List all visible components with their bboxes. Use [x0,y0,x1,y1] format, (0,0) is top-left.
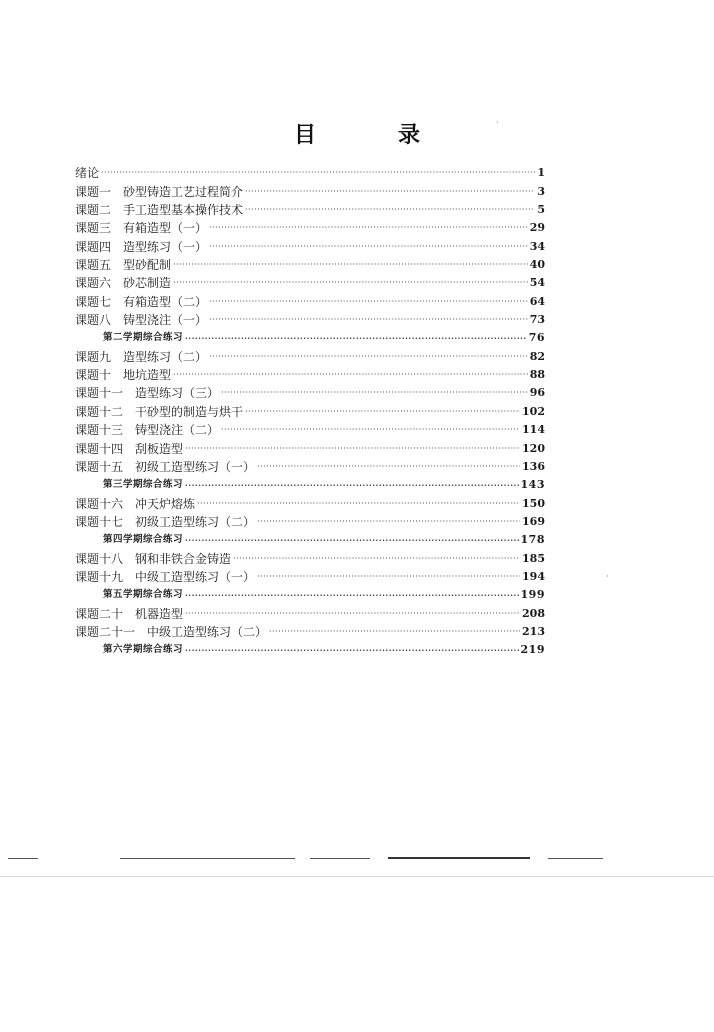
toc-leader-dots [209,313,528,327]
toc-leader-dots [269,625,520,639]
toc-entry [75,382,545,400]
toc-entry-label: 课题二 手工造型基本操作技术 [75,203,244,218]
toc-entry-page: 34 [529,239,545,253]
toc-entry-page: 208 [522,606,545,620]
toc-leader-dots [185,331,527,345]
toc-leader-dots [245,203,535,217]
scan-speck: · [496,118,499,127]
toc-entry-page: 114 [522,423,545,437]
toc-entry-page: 5 [537,203,545,217]
toc-entry-page: 150 [522,496,545,510]
toc-entry-label: 课题十六 冲天炉熔炼 [75,496,196,511]
toc-entry-page: 219 [520,643,545,657]
toc-entry-label: 课题十五 初级工造型练习（一） [75,459,256,474]
toc-entry-page: 178 [520,533,545,547]
toc-entry-page: 40 [529,258,545,272]
toc-entry-label: 课题一 砂型铸造工艺过程简介 [75,184,244,199]
toc-subentry [75,327,545,345]
page-title: 目 录 [293,123,450,148]
toc-entry [75,254,545,272]
toc-leader-dots [209,240,528,254]
toc-leader-dots [185,533,519,547]
toc-entry [75,400,545,418]
toc-entry-label: 课题十七 初级工造型练习（二） [75,514,256,529]
scan-line [310,858,370,859]
toc-entry-page: 1 [537,166,545,180]
toc-entry-label: 课题五 型砂配制 [75,258,172,273]
toc-entry-label: 课题十二 干砂型的制造与烘干 [75,404,244,419]
toc-entry-page: 136 [522,459,545,473]
toc-entry-label: 第六学期综合练习 [103,644,184,656]
toc-entry-page: 194 [522,569,545,583]
toc-entry-page: 54 [529,276,545,290]
toc-entry-label: 课题七 有箱造型（二） [75,294,208,309]
toc-subentry [75,584,545,602]
toc-entry-page: 169 [522,514,545,528]
toc-entry-page: 88 [529,368,545,382]
toc-entry [75,272,545,290]
toc-leader-dots [173,368,528,382]
toc-leader-dots [173,258,528,272]
toc-entry [75,602,545,620]
toc-entry-page: 82 [529,349,545,363]
toc-entry-page: 102 [522,404,545,418]
table-of-contents [75,162,545,657]
toc-entry-label: 课题二十 机器造型 [75,606,184,621]
toc-leader-dots [185,442,520,456]
toc-leader-dots [233,552,520,566]
toc-entry-label: 课题八 铸型浇注（一） [75,313,208,328]
toc-leader-dots [209,350,528,364]
toc-leader-dots [257,570,520,584]
toc-entry-page: 3 [537,184,545,198]
toc-leader-dots [245,185,535,199]
toc-subentry [75,474,545,492]
toc-entry-label: 课题十九 中级工造型练习（一） [75,569,256,584]
toc-entry [75,309,545,327]
scan-speck: · [606,572,609,581]
toc-entry-page: 185 [522,551,545,565]
toc-entry-page: 96 [529,386,545,400]
toc-entry [75,419,545,437]
toc-entry-label: 课题三 有箱造型（一） [75,221,208,236]
toc-leader-dots [185,643,519,657]
toc-entry [75,547,545,565]
toc-entry [75,217,545,235]
toc-entry [75,437,545,455]
toc-entry [75,566,545,584]
toc-entry-page: 29 [529,221,545,235]
toc-entry [75,290,545,308]
toc-entry-label: 第四学期综合练习 [103,534,184,546]
toc-leader-dots [209,221,528,235]
toc-leader-dots [221,386,528,400]
toc-entry-label: 课题六 砂芯制造 [75,276,172,291]
scan-line [8,858,38,859]
toc-entry [75,364,545,382]
toc-entry-label: 课题二十一 中级工造型练习（二） [75,624,268,639]
toc-entry-label: 第五学期综合练习 [103,589,184,601]
toc-entry-page: 73 [529,313,545,327]
scan-line [120,858,295,859]
toc-entry-page: 76 [528,331,545,345]
toc-leader-dots [101,166,535,180]
toc-entry [75,511,545,529]
toc-entry-label: 课题十三 铸型浇注（二） [75,423,220,438]
toc-leader-dots [221,423,520,437]
toc-entry-label: 第二学期综合练习 [103,332,184,344]
toc-leader-dots [185,478,519,492]
toc-entry [75,345,545,363]
toc-entry [75,180,545,198]
toc-entry-label: 课题四 造型练习（一） [75,239,208,254]
toc-entry-label: 课题十 地坑造型 [75,368,172,383]
toc-subentry [75,639,545,657]
toc-entry [75,621,545,639]
toc-entry-label: 课题九 造型练习（二） [75,349,208,364]
toc-entry-page: 143 [520,478,545,492]
toc-entry [75,162,545,180]
toc-entry-label: 课题十八 钢和非铁合金铸造 [75,551,232,566]
toc-entry-label: 课题十四 刮板造型 [75,441,184,456]
toc-entry-page: 120 [522,441,545,455]
toc-entry [75,235,545,253]
toc-entry-label: 绪论 [75,166,100,181]
scan-line [388,857,530,859]
toc-leader-dots [209,295,528,309]
toc-leader-dots [197,497,520,511]
toc-entry-page: 199 [520,588,545,602]
toc-entry-label: 课题十一 造型练习（三） [75,386,220,401]
toc-entry-page: 64 [529,294,545,308]
toc-leader-dots [185,588,519,602]
scan-line [548,858,603,859]
toc-leader-dots [173,276,528,290]
toc-leader-dots [257,515,520,529]
toc-entry [75,456,545,474]
toc-subentry [75,529,545,547]
toc-entry-page: 213 [522,624,545,638]
toc-leader-dots [185,607,520,621]
toc-leader-dots [257,460,520,474]
toc-leader-dots [245,405,520,419]
toc-entry [75,199,545,217]
toc-entry-label: 第三学期综合练习 [103,479,184,491]
page-edge [0,876,714,877]
toc-entry [75,492,545,510]
